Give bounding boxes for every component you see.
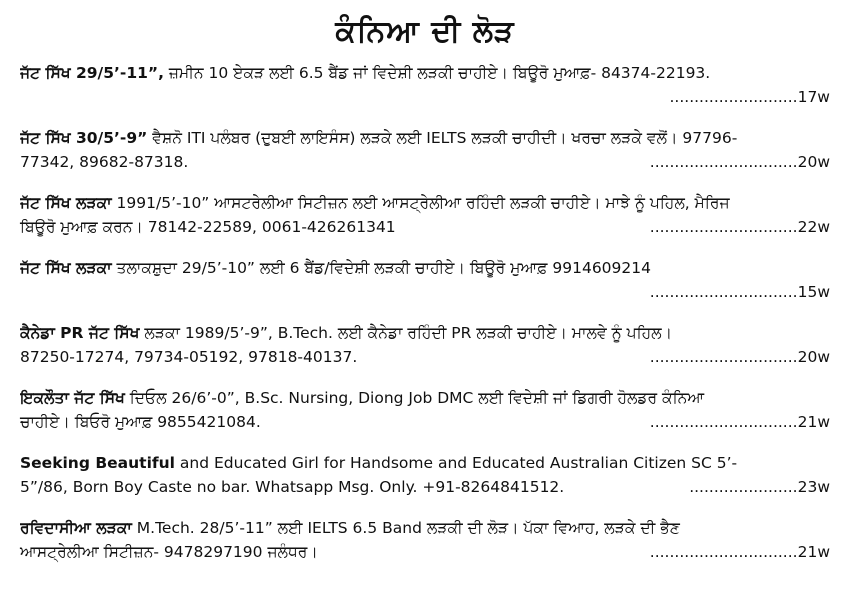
- ad-item: [20, 386, 830, 434]
- ad-headline: ਜੱਟ ਸਿੱਖ ਲੜਕਾ: [20, 194, 112, 212]
- ad-item: [20, 321, 830, 369]
- ad-code: ..............................15w: [649, 283, 830, 301]
- ad-line: [20, 191, 830, 215]
- ad-line: [20, 540, 830, 564]
- ad-text: ਤਲਾਕਸ਼ੁਦਾ 29/5’-10” ਲਈ 6 ਬੈਂਡ/ਵਿਦੇਸ਼ੀ ਲੜਕੀ ਚਾਹੀਏ। ਬਿਊਰੋ ਮੁਆਫ਼ 9914609214: [111, 259, 651, 277]
- ad-headline: ਕੈਨੇਡਾ PR ਜੱਟ ਸਿੱਖ: [20, 324, 140, 342]
- ad-text: 77342, 89682-87318.: [20, 153, 189, 171]
- ad-text: ਆਸਟ੍ਰੇਲੀਆ ਸਿਟੀਜ਼ਨ- 9478297190 ਜਲੰਧਰ।: [20, 543, 318, 561]
- ad-item: [20, 451, 830, 499]
- ad-code: ......................23w: [689, 478, 830, 496]
- ad-code: ..............................21w: [649, 543, 830, 561]
- ad-item: [20, 516, 830, 564]
- ad-line: [20, 451, 830, 475]
- ad-text: 87250-17274, 79734-05192, 97818-40137.: [20, 348, 358, 366]
- ad-text: ਜ਼ਮੀਨ 10 ਏਕੜ ਲਈ 6.5 ਬੈਂਡ ਜਾਂ ਵਿਦੇਸ਼ੀ ਲੜਕੀ ਚਾਹੀਏ। ਬਿਊਰੋ ਮੁਆਫ਼- 84374-22193.: [163, 64, 711, 82]
- ad-code: ..............................20w: [649, 348, 830, 366]
- ad-line: [20, 321, 830, 345]
- ad-item: [20, 126, 830, 174]
- ad-line: [20, 345, 830, 369]
- ad-headline: ਇਕਲੌਤਾ ਜੱਟ ਸਿੱਖ: [20, 389, 125, 407]
- page-title: ਕੰਨਿਆ ਦੀ ਲੋੜ: [335, 14, 515, 49]
- ad-text: ਵੈਸ਼ਨੋ ITI ਪਲੰਬਰ (ਦੁਬਈ ਲਾਇਸੰਸ) ਲੜਕੇ ਲਈ IELTS ਲੜਕੀ ਚਾਹੀਦੀ। ਖਰਚਾ ਲੜਕੇ ਵਲੋਂ। 97796-: [147, 129, 738, 147]
- ad-item: [20, 61, 830, 109]
- ad-headline: ਰਵਿਦਾਸੀਆ ਲੜਕਾ: [20, 519, 132, 537]
- ad-line: [20, 410, 830, 434]
- ad-code: ..............................20w: [649, 153, 830, 171]
- ad-line: [20, 256, 830, 280]
- ad-headline: ਜੱਟ ਸਿੱਖ 30/5’-9”: [20, 129, 148, 147]
- ad-text: ਲੜਕਾ 1989/5’-9”, B.Tech. ਲਈ ਕੈਨੇਡਾ ਰਹਿੰਦੀ PR ਲੜਕੀ ਚਾਹੀਏ। ਮਾਲਵੇ ਨੂੰ ਪਹਿਲ।: [139, 324, 673, 342]
- ad-code: ..........................17w: [669, 88, 830, 106]
- ad-line: [20, 516, 830, 540]
- ad-item: [20, 256, 830, 304]
- ad-text: ਦਿਓਲ 26/6’-0”, B.Sc. Nursing, Diong Job DMC ਲਈ ਵਿਦੇਸ਼ੀ ਜਾਂ ਡਿਗਰੀ ਹੋਲਡਰ ਕੰਨਿਆ: [124, 389, 705, 407]
- ad-headline: Seeking Beautiful: [20, 454, 175, 472]
- ad-line: [20, 215, 830, 239]
- ad-line: [20, 386, 830, 410]
- ad-text: ਚਾਹੀਏ। ਬਿਓਰੋ ਮੁਆਫ਼ 9855421084.: [20, 413, 261, 431]
- ad-line: [20, 61, 830, 85]
- ad-code: ..............................22w: [649, 218, 830, 236]
- ad-text: 1991/5’-10” ਆਸਟਰੇਲੀਆ ਸਿਟੀਜ਼ਨ ਲਈ ਆਸਟ੍ਰੇਲੀਆ ਰਹਿੰਦੀ ਲੜਕੀ ਚਾਹੀਏ। ਮਾਝੇ ਨੂੰ ਪਹਿਲ, ਮੈਰਿਜ: [111, 194, 730, 212]
- ad-headline: ਜੱਟ ਸਿੱਖ ਲੜਕਾ: [20, 259, 112, 277]
- ad-headline: ਜੱਟ ਸਿੱਖ 29/5’-11”,: [20, 64, 164, 82]
- ad-code: ..............................21w: [649, 413, 830, 431]
- ad-line: [20, 150, 830, 174]
- ad-line: [20, 126, 830, 150]
- ad-line: [20, 475, 830, 499]
- ad-text: and Educated Girl for Handsome and Educated Australian Citizen SC 5’-: [174, 454, 738, 472]
- ad-item: [20, 191, 830, 239]
- ad-text: M.Tech. 28/5’-11” ਲਈ IELTS 6.5 Band ਲੜਕੀ ਦੀ ਲੋੜ। ਪੱਕਾ ਵਿਆਹ, ਲੜਕੇ ਦੀ ਭੈਣ: [131, 519, 680, 537]
- ad-text: ਬਿਊਰੋ ਮੁਆਫ਼ ਕਰਨ। 78142-22589, 0061-426261341: [20, 218, 396, 236]
- ad-text: 5”/86, Born Boy Caste no bar. Whatsapp Msg. Only. +91-8264841512.: [20, 478, 565, 496]
